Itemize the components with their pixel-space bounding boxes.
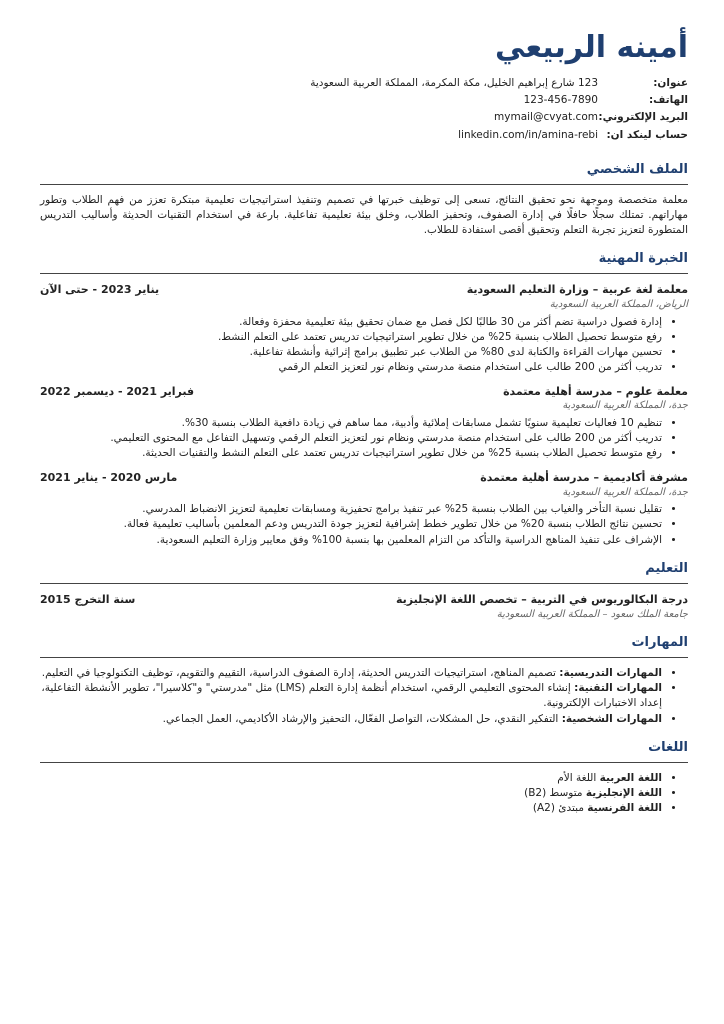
- job-title: مشرفة أكاديمية – مدرسة أهلية معتمدة: [480, 470, 688, 484]
- section-divider: [40, 762, 688, 763]
- list-item: • تقليل نسبة التأخر والغياب بين الطلاب بنسبة 25% عبر تنفيذ برامج تحفيزية ومسابقات تعليمية لتعزيز الانضباط المدرسي.: [40, 502, 662, 517]
- job-entry: [40, 384, 688, 462]
- education-section-title: التعليم: [645, 560, 688, 576]
- list-item: • تدريب أكثر من 200 طالب على استخدام منصة مدرستي ونظام نور لتعزيز التعلم الرقمي: [40, 360, 662, 375]
- email-value: mymail@cvyat.com: [494, 111, 598, 124]
- list-item: • رفع متوسط تحصيل الطلاب بنسبة 25% من خلال تطوير استراتيجيات تدريس تعتمد على التعلم النشط.: [40, 330, 662, 345]
- list-item: • تنظيم 10 فعاليات تعليمية سنويًا تشمل مسابقات إملائية وأدبية، مما ساهم في زيادة دافعية الطلاب بنسبة 30%.: [40, 416, 662, 431]
- languages-list: [40, 771, 688, 817]
- education-entry: [40, 592, 688, 622]
- profile-section-title: الملف الشخصي: [586, 161, 688, 177]
- section-divider: [40, 583, 688, 584]
- list-item: [40, 666, 662, 681]
- job-bullets: [40, 416, 688, 462]
- skill-label: المهارات الشخصية:: [561, 712, 662, 725]
- language-level: مبتدئ (A2): [532, 802, 588, 814]
- job-bullets: [40, 315, 688, 376]
- language-name: اللغة العربية: [599, 771, 662, 784]
- list-item: • تحسين مهارات القراءة والكتابة لدى 80% من الطلاب عبر تطبيق برامج إثرائية وأنشطة تفاعلية.: [40, 345, 662, 360]
- language-level: متوسط (B2): [524, 786, 586, 799]
- list-item: [40, 712, 662, 727]
- section-divider: [40, 184, 688, 185]
- skill-label: المهارات التدريسية:: [559, 666, 662, 679]
- skills-section-title: المهارات: [631, 635, 688, 650]
- job-entry: [40, 470, 688, 548]
- skill-text: تصميم المناهج، استراتيجيات التدريس الحديثة، إدارة الصفوف الدراسية، التقييم والتقويم، توظيف التكنولوجيا في التعليم.: [41, 666, 560, 679]
- list-item: • تدريب أكثر من 200 طالب على استخدام منصة مدرستي ونظام نور لتعزيز التعلم الرقمي وتسهيل التفاعل مع المحتوى التعليمي.: [40, 431, 662, 446]
- job-title: معلمة علوم – مدرسة أهلية معتمدة: [503, 384, 688, 398]
- job-location: الرياض، المملكة العربية السعودية: [549, 299, 688, 311]
- list-item: [40, 801, 662, 816]
- profile-summary: معلمة متخصصة وموجهة نحو تحقيق النتائج، تسعى إلى توظيف خبرتها في تصميم وتنفيذ استراتيجيات تعليمية مبتكرة تعزز من فهم الطلاب وتطور مهاراتهم. تمتلك سجلًا حافلًا في إدارة الصفوف، وتحفيز الطلاب، وخلق بيئة تعليمية تفاعلية. بارعة في استخدام التقنيات الحديثة وأساليب التدريس المتطورة لتعزيز تجربة التعلم وتحقيق أقصى استفادة للطلاب.: [40, 193, 688, 237]
- skill-label: المهارات التقنية:: [574, 682, 662, 695]
- contact-info: [310, 76, 688, 143]
- linkedin-label: حساب لينكد ان:: [606, 128, 688, 141]
- phone-label: الهاتف:: [648, 94, 688, 107]
- list-item: [40, 771, 662, 786]
- list-item: • الإشراف على تنفيذ المناهج الدراسية والتأكد من التزام المعلمين بها بنسبة 100% وفق معايير وزارة التعليم السعودية.: [40, 533, 662, 548]
- list-item: [40, 786, 662, 801]
- skills-list: [40, 666, 688, 727]
- job-date: فبراير 2021 - ديسمبر 2022: [40, 384, 195, 398]
- address-value: 123 شارع إبراهيم الخليل، مكة المكرمة، المملكة العربية السعودية: [310, 77, 598, 89]
- school-name: جامعة الملك سعود – المملكة العربية السعودية: [496, 608, 688, 620]
- languages-section-title: اللغات: [648, 739, 688, 755]
- job-location: جدة، المملكة العربية السعودية: [562, 400, 688, 412]
- graduation-date: سنة التخرج 2015: [40, 592, 136, 606]
- skill-text: إنشاء المحتوى التعليمي الرقمي، استخدام أنظمة إدارة التعلم (LMS) مثل "مدرستي" و"كلاسيرا"، تطوير الأنشطة التفاعلية، إعداد الاختبارات الإلكترونية.: [41, 682, 662, 710]
- phone-value: 123-456-7890: [523, 94, 598, 107]
- list-item: • رفع متوسط تحصيل الطلاب بنسبة 25% من خلال تطوير استراتيجيات تدريس تعتمد على التعلم النشط والتقنيات الحديثة.: [40, 446, 662, 461]
- language-name: اللغة الفرنسية: [587, 802, 662, 814]
- experience-section-title: الخبرة المهنية: [598, 251, 688, 267]
- email-label: البريد الإلكتروني:: [598, 111, 688, 124]
- candidate-name: أمينه الربيعي: [495, 30, 688, 65]
- section-divider: [40, 273, 688, 274]
- degree-title: درجة البكالوريوس في التربية – تخصص اللغة الإنجليزية: [395, 592, 688, 606]
- language-level: اللغة الأم: [557, 771, 600, 784]
- section-divider: [40, 657, 688, 658]
- skill-text: التفكير النقدي، حل المشكلات، التواصل الفعّال، التحفيز والإرشاد الأكاديمي، العمل الجماعي.: [162, 712, 562, 725]
- job-bullets: [40, 502, 688, 548]
- address-label: عنوان:: [653, 77, 688, 89]
- list-item: • إدارة فصول دراسية تضم أكثر من 30 طالبًا لكل فصل مع ضمان تحقيق بيئة تعليمية محفزة وفعالة.: [40, 315, 662, 330]
- job-entry: [40, 282, 688, 375]
- job-date: مارس 2020 - يناير 2021: [40, 470, 178, 484]
- list-item: • تحسين نتائج الطلاب بنسبة 20% من خلال تطوير خطط إشرافية لتعزيز جودة التدريس ودعم المعلمين بأساليب تعليمية فعالة.: [40, 517, 662, 532]
- job-title: معلمة لغة عربية – وزارة التعليم السعودية: [466, 283, 688, 297]
- linkedin-value: linkedin.com/in/amina-rebi: [458, 128, 598, 141]
- job-location: جدة، المملكة العربية السعودية: [562, 486, 688, 498]
- language-name: اللغة الإنجليزية: [585, 786, 662, 799]
- job-date: يناير 2023 - حتى الآن: [40, 283, 160, 297]
- list-item: [40, 681, 662, 711]
